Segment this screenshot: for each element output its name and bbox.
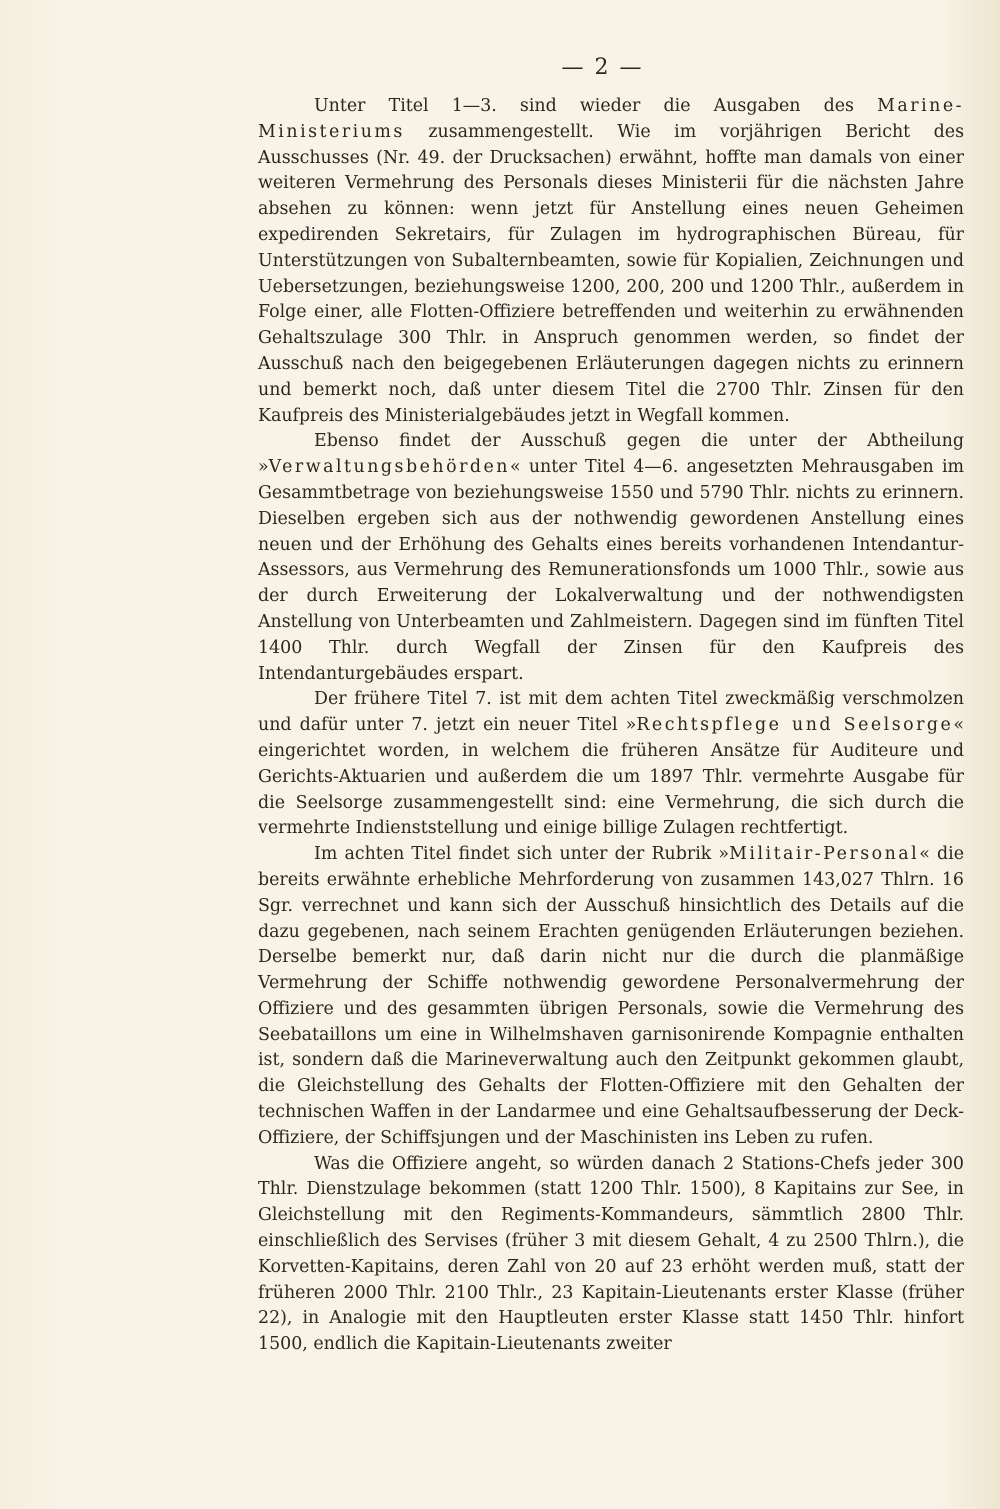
text-segment: « eingerichtet worden, in welchem die früheren Ansätze für Auditeure und Gerichts-Aktuarien und außerdem die um 1897 Thlr. vermehrte Ausgabe für die Seelsorge zusammengestellt sind: eine Vermehrung, die sich durch die vermehrte Indienststellung und einige billige Zulagen rechtfertigt. bbox=[258, 715, 964, 839]
paragraph bbox=[258, 687, 964, 842]
page-number: — 2 — bbox=[561, 55, 644, 80]
text-segment: zusammengestellt. Wie im vorjährigen Bericht des Ausschusses (Nr. 49. der Drucksachen) erwähnt, hoffte man damals von einer weiteren Vermehrung des Personals dieses Ministerii für die nächsten Jahre absehen zu können: wenn jetzt für Anstellung eines neuen Geheimen expedirenden Sekretairs, für Zulagen im hydrographischen Büreau, für Unterstützungen von Subalternbeamten, sowie für Kopialien, Zeichnungen und Uebersetzungen, beziehungsweise 1200, 200, 200 und 1200 Thlr., außerdem in Folge einer, alle Flotten-Offiziere betreffenden und weiterhin zu erwähnenden Gehaltszulage 300 Thlr. in Anspruch genommen werden, so findet der Ausschuß nach den beigegebenen Erläuterungen dagegen nichts zu erinnern und bemerkt noch, daß unter diesem Titel die 2700 Thlr. Zinsen für den Kaufpreis des Ministerialgebäudes jetzt in Wegfall kommen. bbox=[258, 121, 964, 426]
text-segment: « die bereits erwähnte erhebliche Mehrforderung von zusammen 143,027 Thlrn. 16 Sgr. verrechnet und kann sich der Ausschuß hinsichtlich des Details auf die dazu gegebenen, nach seinem Erachten genügenden Erläuterungen beziehen. Derselbe bemerkt nur, daß darin nicht nur die durch die planmäßige Vermehrung der Schiffe nothwendig gewordene Personalvermehrung der Offiziere und des gesammten übrigen Personals, sowie die Vermehrung des Seebataillons um eine in Wilhelmshaven garnisonirende Kompagnie enthalten ist, sondern daß die Marineverwaltung auch den Zeitpunkt gekommen glaubt, die Gleichstellung des Gehalts der Flotten-Offiziere mit den Gehalten der technischen Waffen in der Landarmee und eine Gehaltsaufbesserung der Deck-Offiziere, der Schiffsjungen und der Maschinisten ins Leben zu rufen. bbox=[258, 844, 964, 1148]
text-segment: Im achten Titel findet sich unter der Rubrik » bbox=[314, 844, 730, 865]
text-segment: Der frühere Titel 7. ist mit dem achten Titel zweckmäßig verschmolzen und dafür unter 7. jetzt ein neuer Titel » bbox=[258, 689, 964, 736]
text-segment: Was die Offiziere angeht, so würden danach 2 Stations-Chefs jeder 300 Thlr. Dienstzulage bekommen (statt 1200 Thlr. 1500), 8 Kapitains zur See, in Gleichstellung mit den Regiments-Kommandeurs, sämmtlich 2800 Thlr. einschließlich des Servises (früher 3 mit diesem Gehalt, 4 zu 2500 Thlrn.), die Korvetten-Kapitains, deren Zahl von 20 auf 23 erhöht werden muß, statt der früheren 2000 Thlr. 2100 Thlr., 23 Kapitain-Lieutenants erster Klasse (früher 22), in Analogie mit den Hauptleuten erster Klasse statt 1450 Thlr. hinfort 1500, endlich die Kapitain-Lieutenants zweiter bbox=[258, 1153, 964, 1355]
paragraph bbox=[258, 429, 964, 687]
paragraph bbox=[258, 1152, 964, 1358]
text-segment: Ebenso findet der Ausschuß gegen die unter der Abtheilung » bbox=[258, 431, 964, 478]
paragraph bbox=[258, 842, 964, 1152]
emphasized-term: Militair-Personal bbox=[729, 844, 920, 865]
body-text bbox=[258, 94, 964, 1358]
paragraph bbox=[258, 94, 964, 429]
text-segment: Unter Titel 1—3. sind wieder die Ausgaben des bbox=[314, 96, 878, 116]
emphasized-term: Marine-Ministeriums bbox=[258, 96, 964, 142]
text-segment: « unter Titel 4—6. angesetzten Mehrausgaben im Gesammtbetrage von beziehungsweise 1550 und 5790 Thlr. nichts zu erinnern. Dieselben ergeben sich aus der nothwendig gewordenen Anstellung eines neuen und der Erhöhung des Gehalts eines bereits vorhandenen Intendantur-Assessors, aus Vermehrung des Remunerationsfonds um 1000 Thlr., sowie aus der durch Erweiterung der Lokalverwaltung und der nothwendigsten Anstellung von Unterbeamten und Zahlmeistern. Dagegen sind im fünften Titel 1400 Thlr. durch Wegfall der Zinsen für den Kaufpreis des Intendanturgebäudes erspart. bbox=[258, 457, 964, 684]
emphasized-term: Rechtspflege und Seelsorge bbox=[636, 715, 954, 736]
emphasized-term: Verwaltungsbehörden bbox=[268, 457, 511, 478]
